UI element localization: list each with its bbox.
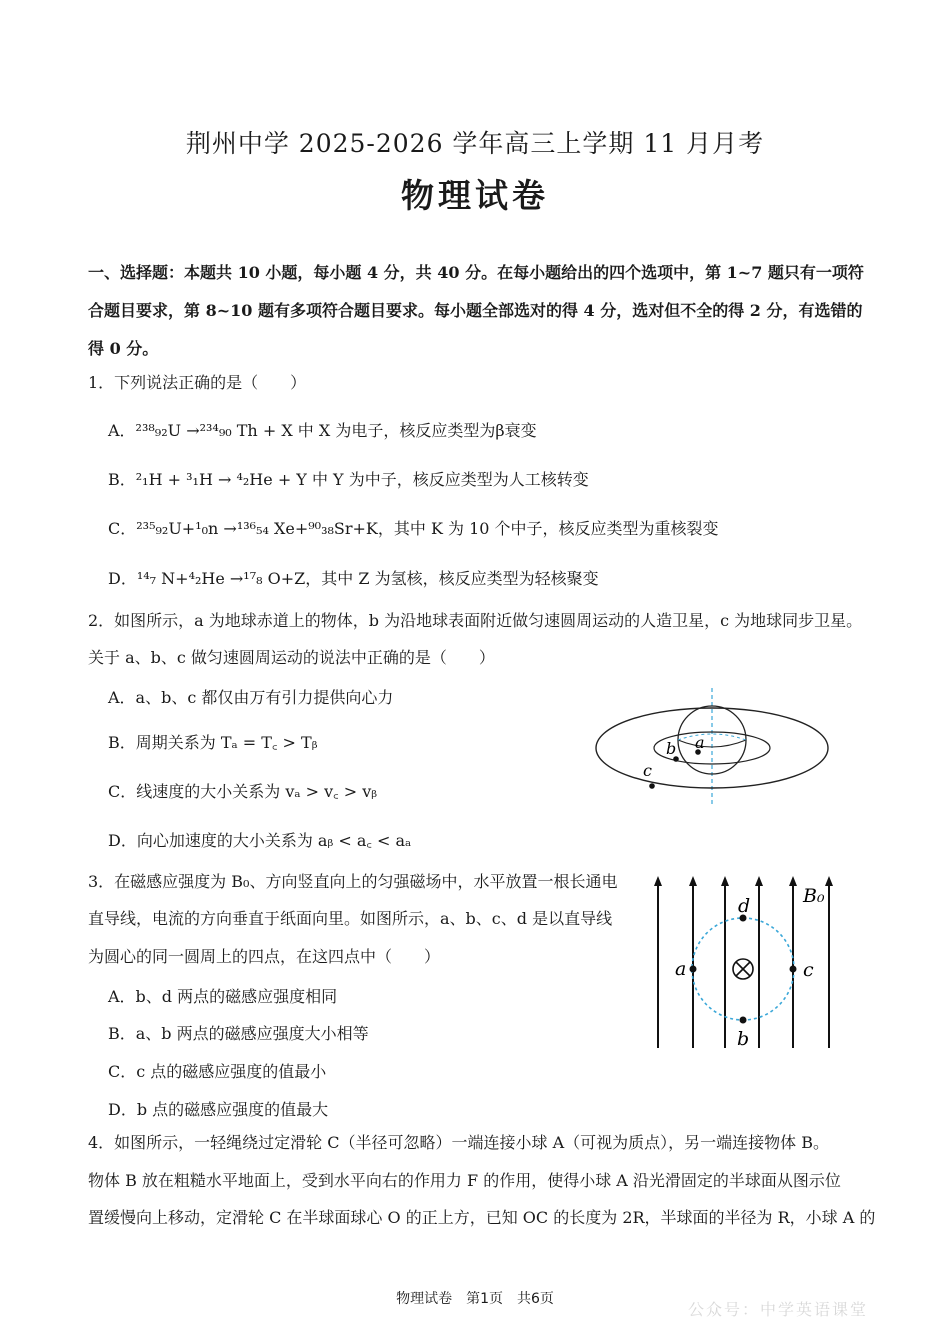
label-d: d bbox=[738, 895, 751, 917]
arrow-head bbox=[789, 876, 797, 886]
q1-option-b: B．²₁H + ³₁H → ⁴₂He + Y 中 Y 为中子，核反应类型为人工核转变 bbox=[108, 470, 589, 489]
point-b bbox=[740, 1017, 747, 1024]
q2-stem-line2: 关于 a、b、c 做匀速圆周运动的说法中正确的是（ ） bbox=[88, 648, 495, 667]
label-c: c bbox=[643, 761, 652, 780]
q2-orbit-figure bbox=[590, 688, 920, 806]
q4-stem-line2: 物体 B 放在粗糙水平地面上，受到水平向右的作用力 F 的作用，使得小球 A 沿光滑固定的半球面从图示位 bbox=[88, 1171, 841, 1190]
q1-stem: 1．下列说法正确的是（ ） bbox=[88, 373, 307, 392]
page-footer: 物理试卷 第1页 共6页 bbox=[396, 1291, 554, 1307]
q1-option-a: A．²³⁸₉₂U →²³⁴₉₀ Th + X 中 X 为电子，核反应类型为β衰变 bbox=[108, 421, 537, 440]
exam-title: 荆州中学 2025-2026 学年高三上学期 11 月月考 bbox=[185, 129, 765, 158]
arrow-head bbox=[825, 876, 833, 886]
q3-option-d: D．b 点的磁感应强度的值最大 bbox=[108, 1100, 329, 1119]
section-instructions-line3: 得 0 分。 bbox=[88, 339, 159, 358]
q2-option-b: B．周期关系为 Tₐ = T꜀ > Tᵦ bbox=[108, 733, 318, 752]
q3-option-c: C．c 点的磁感应强度的值最小 bbox=[108, 1062, 327, 1081]
label-b: b bbox=[737, 1028, 750, 1050]
point-c bbox=[790, 966, 797, 973]
watermark: 公众号：中学英语课堂 bbox=[688, 1300, 869, 1319]
q2-stem-line1: 2．如图所示，a 为地球赤道上的物体，b 为沿地球表面附近做匀速圆周运动的人造卫星，c 为地球同步卫星。 bbox=[88, 611, 863, 630]
q2-option-a: A．a、b、c 都仅由万有引力提供向心力 bbox=[108, 688, 394, 707]
section-instructions-line2: 合题目要求，第 8~10 题有多项符合题目要求。每小题全部选对的得 4 分，选对但不全的得 2 分，有选错的 bbox=[88, 301, 863, 320]
label-a: a bbox=[695, 733, 705, 752]
q4-stem-line1: 4．如图所示，一轻绳绕过定滑轮 C（半径可忽略）一端连接小球 A（可视为质点），另一端连接物体 B。 bbox=[88, 1133, 829, 1152]
q4-stem-line3: 置缓慢向上移动，定滑轮 C 在半球面球心 O 的正上方，已知 OC 的长度为 2R，半球面的半径为 R，小球 A 的 bbox=[88, 1208, 876, 1227]
arrow-head bbox=[721, 876, 729, 886]
q1-option-d: D．¹⁴₇ N+⁴₂He →¹⁷₈ O+Z，其中 Z 为氢核，核反应类型为轻核聚变 bbox=[108, 569, 599, 588]
point-a bbox=[690, 966, 697, 973]
section-instructions-line1: 一、选择题：本题共 10 小题，每小题 4 分，共 40 分。在每小题给出的四个选项中，第 1~7 题只有一项符 bbox=[88, 263, 864, 282]
q3-magnetic-field-figure bbox=[645, 872, 845, 1050]
q2-option-d: D．向心加速度的大小关系为 aᵦ < a꜀ < aₐ bbox=[108, 831, 412, 850]
q3-stem-line1: 3．在磁感应强度为 B₀、方向竖直向上的匀强磁场中，水平放置一根长通电 bbox=[88, 872, 618, 891]
label-B0: B₀ bbox=[803, 885, 825, 907]
label-a: a bbox=[675, 958, 687, 980]
arrow-head bbox=[755, 876, 763, 886]
q3-option-a: A．b、d 两点的磁感应强度相同 bbox=[108, 987, 338, 1006]
q1-option-c: C．²³⁵₉₂U+¹₀n →¹³⁶₅₄ Xe+⁹⁰₃₈Sr+K，其中 K 为 10 个中子，核反应类型为重核裂变 bbox=[108, 519, 719, 538]
label-b: b bbox=[666, 739, 677, 758]
q3-stem-line2: 直导线，电流的方向垂直于纸面向里。如图所示，a、b、c、d 是以直导线 bbox=[88, 909, 613, 928]
exam-subject: 物理试卷 bbox=[401, 176, 549, 215]
arrow-head bbox=[654, 876, 662, 886]
arrow-head bbox=[689, 876, 697, 886]
label-c: c bbox=[803, 959, 814, 981]
q3-stem-line3: 为圆心的同一圆周上的四点，在这四点中（ ） bbox=[88, 947, 441, 966]
q2-option-c: C．线速度的大小关系为 vₐ > v꜀ > vᵦ bbox=[108, 782, 378, 801]
q3-option-b: B．a、b 两点的磁感应强度大小相等 bbox=[108, 1024, 369, 1043]
point-c bbox=[649, 783, 655, 789]
